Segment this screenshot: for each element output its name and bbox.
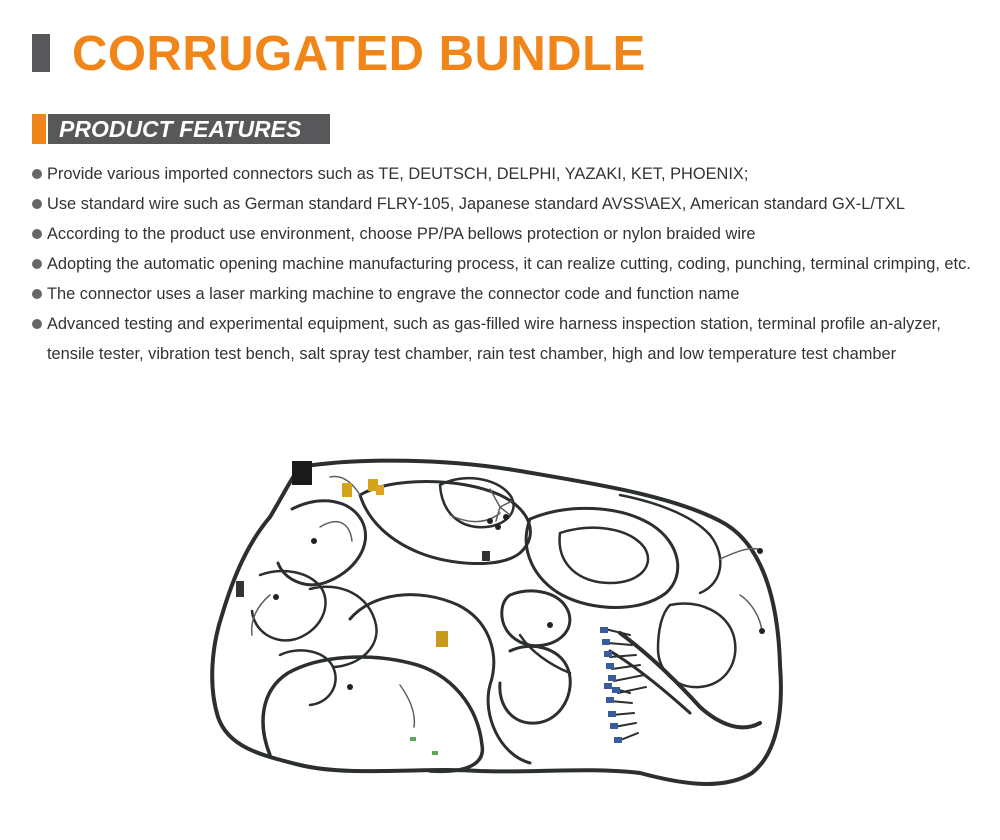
bullet-icon	[32, 319, 42, 329]
feature-text: Adopting the automatic opening machine manufacturing process, it can realize cutting, coding, punching, terminal crimping, etc.	[47, 255, 971, 273]
feature-text: Provide various imported connectors such as TE, DEUTSCH, DELPHI, YAZAKI, KET, PHOENIX;	[47, 165, 749, 183]
section-accent-bar	[32, 114, 46, 144]
wire-harness-image	[200, 455, 800, 835]
bullet-icon	[32, 199, 42, 209]
feature-list	[32, 159, 982, 369]
feature-item	[32, 219, 982, 249]
bullet-icon	[32, 289, 42, 299]
feature-item	[32, 279, 982, 309]
feature-item	[32, 309, 982, 369]
feature-item	[32, 159, 982, 189]
feature-text: Advanced testing and experimental equipment, such as gas-filled wire harness inspection station, terminal profile an-alyzer, tensile tester, vibration test bench, salt spray test chamber, rain test chamber, high and low temperature test chamber	[47, 315, 941, 363]
bullet-icon	[32, 259, 42, 269]
feature-item	[32, 189, 982, 219]
section-header	[32, 114, 330, 144]
feature-text: Use standard wire such as German standard FLRY-105, Japanese standard AVSS\AEX, American standard GX-L/TXL	[47, 195, 905, 213]
page-title: CORRUGATED BUNDLE	[72, 27, 646, 81]
feature-text: The connector uses a laser marking machine to engrave the connector code and function name	[47, 285, 740, 303]
section-title: PRODUCT FEATURES	[59, 116, 302, 142]
feature-text: According to the product use environment, choose PP/PA bellows protection or nylon braided wire	[47, 225, 756, 243]
bullet-icon	[32, 169, 42, 179]
feature-item	[32, 249, 982, 279]
title-bar-marker	[32, 34, 50, 72]
bullet-icon	[32, 229, 42, 239]
